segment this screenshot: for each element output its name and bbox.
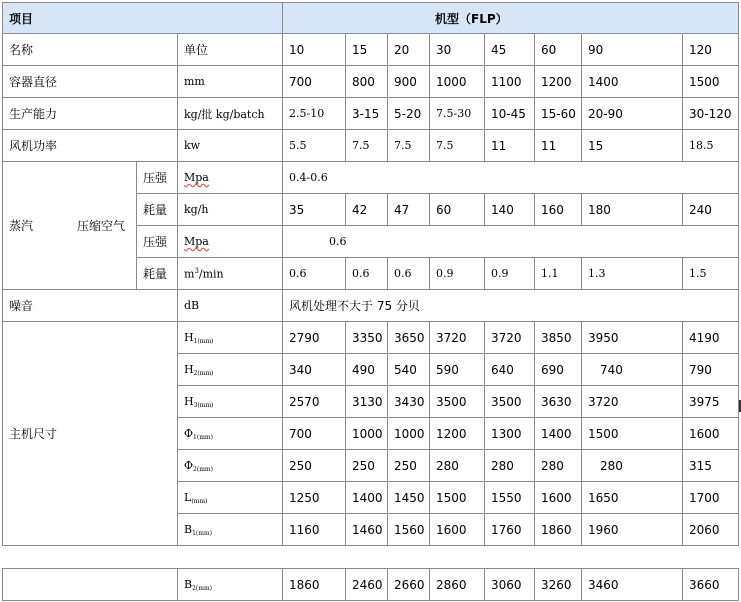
cell: 240 <box>683 194 739 226</box>
cell: 15-60 <box>535 98 582 130</box>
cell: 10 <box>283 34 346 66</box>
cell: 1400 <box>346 482 388 514</box>
cell: 800 <box>346 66 388 98</box>
unit-rest: /min <box>198 267 224 281</box>
cell: 1000 <box>388 418 430 450</box>
cell: 3630 <box>535 386 582 418</box>
cell: 1300 <box>485 418 535 450</box>
cell: 1550 <box>485 482 535 514</box>
cell: 740 <box>582 354 683 386</box>
row-label: 噪音 <box>3 290 178 322</box>
cell: 3720 <box>430 322 485 354</box>
unit-base: m <box>184 267 195 281</box>
cell: 3650 <box>388 322 430 354</box>
cell: 1000 <box>346 418 388 450</box>
cell: 2790 <box>283 322 346 354</box>
cell: 700 <box>283 418 346 450</box>
dim-sub: 1(mm) <box>192 529 212 537</box>
cell: 20 <box>388 34 430 66</box>
cell: 1400 <box>535 418 582 450</box>
dim-base: Φ <box>184 426 194 440</box>
cell: 1500 <box>683 66 739 98</box>
cell: 45 <box>485 34 535 66</box>
cell: 1450 <box>388 482 430 514</box>
table-row-capacity <box>3 98 739 130</box>
row-label: 生产能力 <box>3 98 178 130</box>
cell: 250 <box>346 450 388 482</box>
cell: 490 <box>346 354 388 386</box>
cell: 2860 <box>430 569 485 601</box>
cell: 1460 <box>346 514 388 546</box>
cell: 1.1 <box>535 258 582 290</box>
cell: 1500 <box>430 482 485 514</box>
cell: 2460 <box>346 569 388 601</box>
cell: 60 <box>430 194 485 226</box>
blank-label <box>3 569 178 601</box>
cell: 700 <box>283 66 346 98</box>
cell: 280 <box>582 450 683 482</box>
cell: 590 <box>430 354 485 386</box>
table-row-steam-pressure <box>3 162 739 194</box>
cell: 1100 <box>485 66 535 98</box>
cell: 1600 <box>683 418 739 450</box>
cell: 340 <box>283 354 346 386</box>
cell: 1250 <box>283 482 346 514</box>
cell: 4190 <box>683 322 739 354</box>
cell: 1860 <box>283 569 346 601</box>
dim-base: B <box>184 577 193 591</box>
dim-key <box>178 418 283 450</box>
cell: 1160 <box>283 514 346 546</box>
dim-sub: (mm) <box>191 497 208 505</box>
table-row-diameter <box>3 66 739 98</box>
cell: 280 <box>535 450 582 482</box>
cell: 15 <box>346 34 388 66</box>
dim-sub: 1(mm) <box>193 337 214 345</box>
steam-label: 蒸汽 <box>9 219 34 233</box>
cell: 7.5 <box>346 130 388 162</box>
dim-key <box>178 450 283 482</box>
dim-sub: 2(mm) <box>193 369 214 377</box>
cell: 1860 <box>535 514 582 546</box>
cell: 3-15 <box>346 98 388 130</box>
cell: 3720 <box>485 322 535 354</box>
dim-sub: 3(mm) <box>193 401 214 409</box>
air-label: 压缩空气 <box>77 219 126 233</box>
cell: 250 <box>283 450 346 482</box>
cell: 1.5 <box>683 258 739 290</box>
cell: 280 <box>430 450 485 482</box>
cell: 30-120 <box>683 98 739 130</box>
cell: 3660 <box>683 569 739 601</box>
cell: 15 <box>582 130 683 162</box>
cell: 3975 <box>683 386 739 418</box>
cell: 790 <box>683 354 739 386</box>
dim-key <box>178 386 283 418</box>
dimensions-label: 主机尺寸 <box>3 322 178 546</box>
cell: 5.5 <box>283 130 346 162</box>
cell: 11 <box>535 130 582 162</box>
cell: 0.6 <box>283 258 346 290</box>
cell: 1200 <box>430 418 485 450</box>
dim-key <box>178 354 283 386</box>
cell: 3130 <box>346 386 388 418</box>
dim-sub: 1(mm) <box>193 433 213 441</box>
cell: 2060 <box>683 514 739 546</box>
cell: 1960 <box>582 514 683 546</box>
row-unit <box>178 162 283 194</box>
cell: 3350 <box>346 322 388 354</box>
cell: 3850 <box>535 322 582 354</box>
row-unit: mm <box>178 66 283 98</box>
cell: 1560 <box>388 514 430 546</box>
dim-base: H <box>184 394 194 408</box>
cell: 0.9 <box>430 258 485 290</box>
cell: 1600 <box>430 514 485 546</box>
cell: 140 <box>485 194 535 226</box>
dim-base: B <box>184 522 193 536</box>
cell-span: 风机处理不大于 75 分贝 <box>283 290 739 322</box>
cell: 30 <box>430 34 485 66</box>
header-item: 项目 <box>3 3 283 34</box>
cell: 7.5 <box>388 130 430 162</box>
cell: 7.5-30 <box>430 98 485 130</box>
cell: 690 <box>535 354 582 386</box>
table-row-fan-power <box>3 130 739 162</box>
cell-span: 0.4-0.6 <box>283 162 739 194</box>
cell: 1500 <box>582 418 683 450</box>
spec-table <box>2 2 739 601</box>
dim-key <box>178 569 283 601</box>
cell: 7.5 <box>430 130 485 162</box>
table-row-name <box>3 34 739 66</box>
unit-text: Mpa <box>184 235 209 248</box>
cell: 47 <box>388 194 430 226</box>
sub-label: 压强 <box>137 226 178 258</box>
cell: 5-20 <box>388 98 430 130</box>
row-unit: kw <box>178 130 283 162</box>
cell: 1600 <box>535 482 582 514</box>
unit-sup: 3 <box>194 266 199 275</box>
dim-base: H <box>184 362 194 376</box>
cell: 35 <box>283 194 346 226</box>
cell: 1200 <box>535 66 582 98</box>
table-row-dim <box>3 322 739 354</box>
cell: 10-45 <box>485 98 535 130</box>
cell: 315 <box>683 450 739 482</box>
cell: 1760 <box>485 514 535 546</box>
cell: 1000 <box>430 66 485 98</box>
cell: 1700 <box>683 482 739 514</box>
cell: 160 <box>535 194 582 226</box>
gap-cell <box>3 546 739 569</box>
header-model: 机型（FLP） <box>283 3 739 34</box>
sub-label: 耗量 <box>137 194 178 226</box>
row-label: 风机功率 <box>3 130 178 162</box>
dim-base: Φ <box>184 458 194 472</box>
row-unit: 单位 <box>178 34 283 66</box>
table-header-row <box>3 3 739 34</box>
cell: 3500 <box>485 386 535 418</box>
cell: 2660 <box>388 569 430 601</box>
dim-base: L <box>184 490 192 504</box>
cell: 250 <box>388 450 430 482</box>
cell: 3430 <box>388 386 430 418</box>
dim-key <box>178 514 283 546</box>
row-label: 名称 <box>3 34 178 66</box>
cell: 0.9 <box>485 258 535 290</box>
cell: 3060 <box>485 569 535 601</box>
cell: 60 <box>535 34 582 66</box>
unit-text: Mpa <box>184 171 209 184</box>
cell: 18.5 <box>683 130 739 162</box>
cell: 640 <box>485 354 535 386</box>
dim-key <box>178 482 283 514</box>
table-row-noise <box>3 290 739 322</box>
cell: 0.6 <box>388 258 430 290</box>
row-unit <box>178 258 283 290</box>
cell: 3500 <box>430 386 485 418</box>
dim-sub: 2(mm) <box>193 465 213 473</box>
cell: 540 <box>388 354 430 386</box>
sub-label: 耗量 <box>137 258 178 290</box>
cell: 180 <box>582 194 683 226</box>
cell: 2.5-10 <box>283 98 346 130</box>
cell: 42 <box>346 194 388 226</box>
cell: 3260 <box>535 569 582 601</box>
table-row-dim-last <box>3 569 739 601</box>
row-unit: kg/批 kg/batch <box>178 98 283 130</box>
cell: 11 <box>485 130 535 162</box>
cell-span: 0.6 <box>283 226 739 258</box>
cell: 3950 <box>582 322 683 354</box>
cell: 120 <box>683 34 739 66</box>
dim-sub: 2(mm) <box>192 584 212 592</box>
cell: 2570 <box>283 386 346 418</box>
dim-key <box>178 322 283 354</box>
row-label: 容器直径 <box>3 66 178 98</box>
cell: 1650 <box>582 482 683 514</box>
cell: 280 <box>485 450 535 482</box>
cell: 3460 <box>582 569 683 601</box>
steam-air-label <box>3 162 137 290</box>
cell: 1.3 <box>582 258 683 290</box>
sub-label: 压强 <box>137 162 178 194</box>
row-unit: kg/h <box>178 194 283 226</box>
cell: 3720 <box>582 386 683 418</box>
cell: 1400 <box>582 66 683 98</box>
dim-base: H <box>184 330 194 344</box>
row-unit <box>178 226 283 258</box>
cell: 900 <box>388 66 430 98</box>
row-unit: dB <box>178 290 283 322</box>
cell: 90 <box>582 34 683 66</box>
table-gap-row <box>3 546 739 569</box>
cell: 20-90 <box>582 98 683 130</box>
cell: 0.6 <box>346 258 388 290</box>
